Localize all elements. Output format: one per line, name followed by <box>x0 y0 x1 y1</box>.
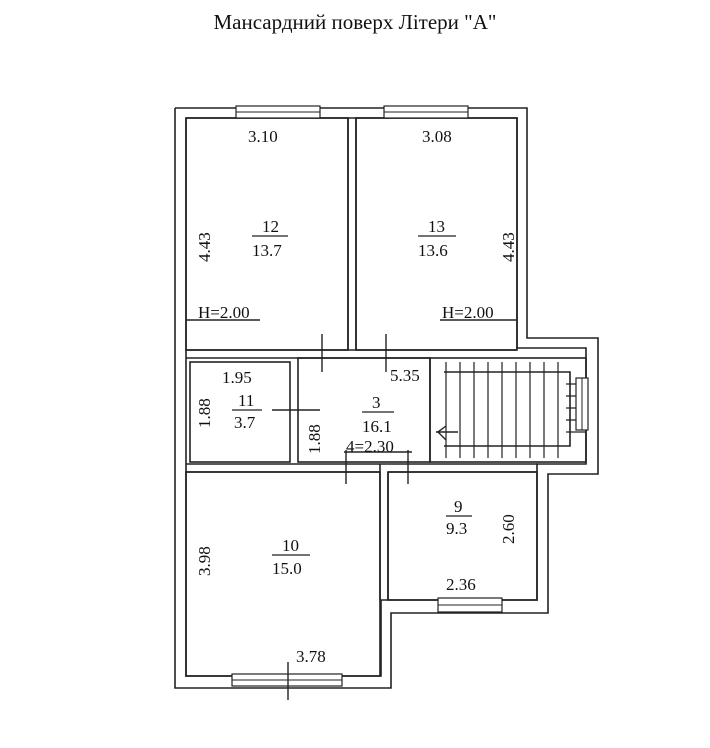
room-10-width: 3.78 <box>296 647 326 666</box>
room-13-length: 4.43 <box>499 232 518 262</box>
stair-treads <box>446 362 586 458</box>
room-11-width: 1.95 <box>222 368 252 387</box>
room-10-length: 3.98 <box>195 546 214 576</box>
room-12-width: 3.10 <box>248 127 278 146</box>
room-3-length: 1.88 <box>305 424 324 454</box>
room-9-length: 2.60 <box>499 514 518 544</box>
room-13-height: H=2.00 <box>442 303 494 322</box>
room-11-length: 1.88 <box>195 398 214 428</box>
room-12-height: H=2.00 <box>198 303 250 322</box>
room-10-area: 15.0 <box>272 559 302 578</box>
room-13-width: 3.08 <box>422 127 452 146</box>
room-9-width: 2.36 <box>446 575 476 594</box>
stair-path <box>444 372 570 446</box>
room-3-width: 5.35 <box>390 366 420 385</box>
room-3-number: 3 <box>372 393 381 412</box>
room-12-area: 13.7 <box>252 241 282 260</box>
room-11-number: 11 <box>238 391 255 410</box>
room-9-area: 9.3 <box>446 519 468 538</box>
room-12-length: 4.43 <box>195 232 214 262</box>
room-11-area: 3.7 <box>234 413 256 432</box>
room-13-area: 13.6 <box>418 241 448 260</box>
room-13-number: 13 <box>428 217 445 236</box>
room-3-area: 16.1 <box>362 417 392 436</box>
room-10-number: 10 <box>282 536 299 555</box>
stair-arrow-icon <box>436 426 458 440</box>
plan-title: Мансардний поверх Літери "А" <box>213 10 497 34</box>
room-9-number: 9 <box>454 497 463 516</box>
room-12-number: 12 <box>262 217 279 236</box>
room-3-extra: 4=2.30 <box>346 437 394 456</box>
